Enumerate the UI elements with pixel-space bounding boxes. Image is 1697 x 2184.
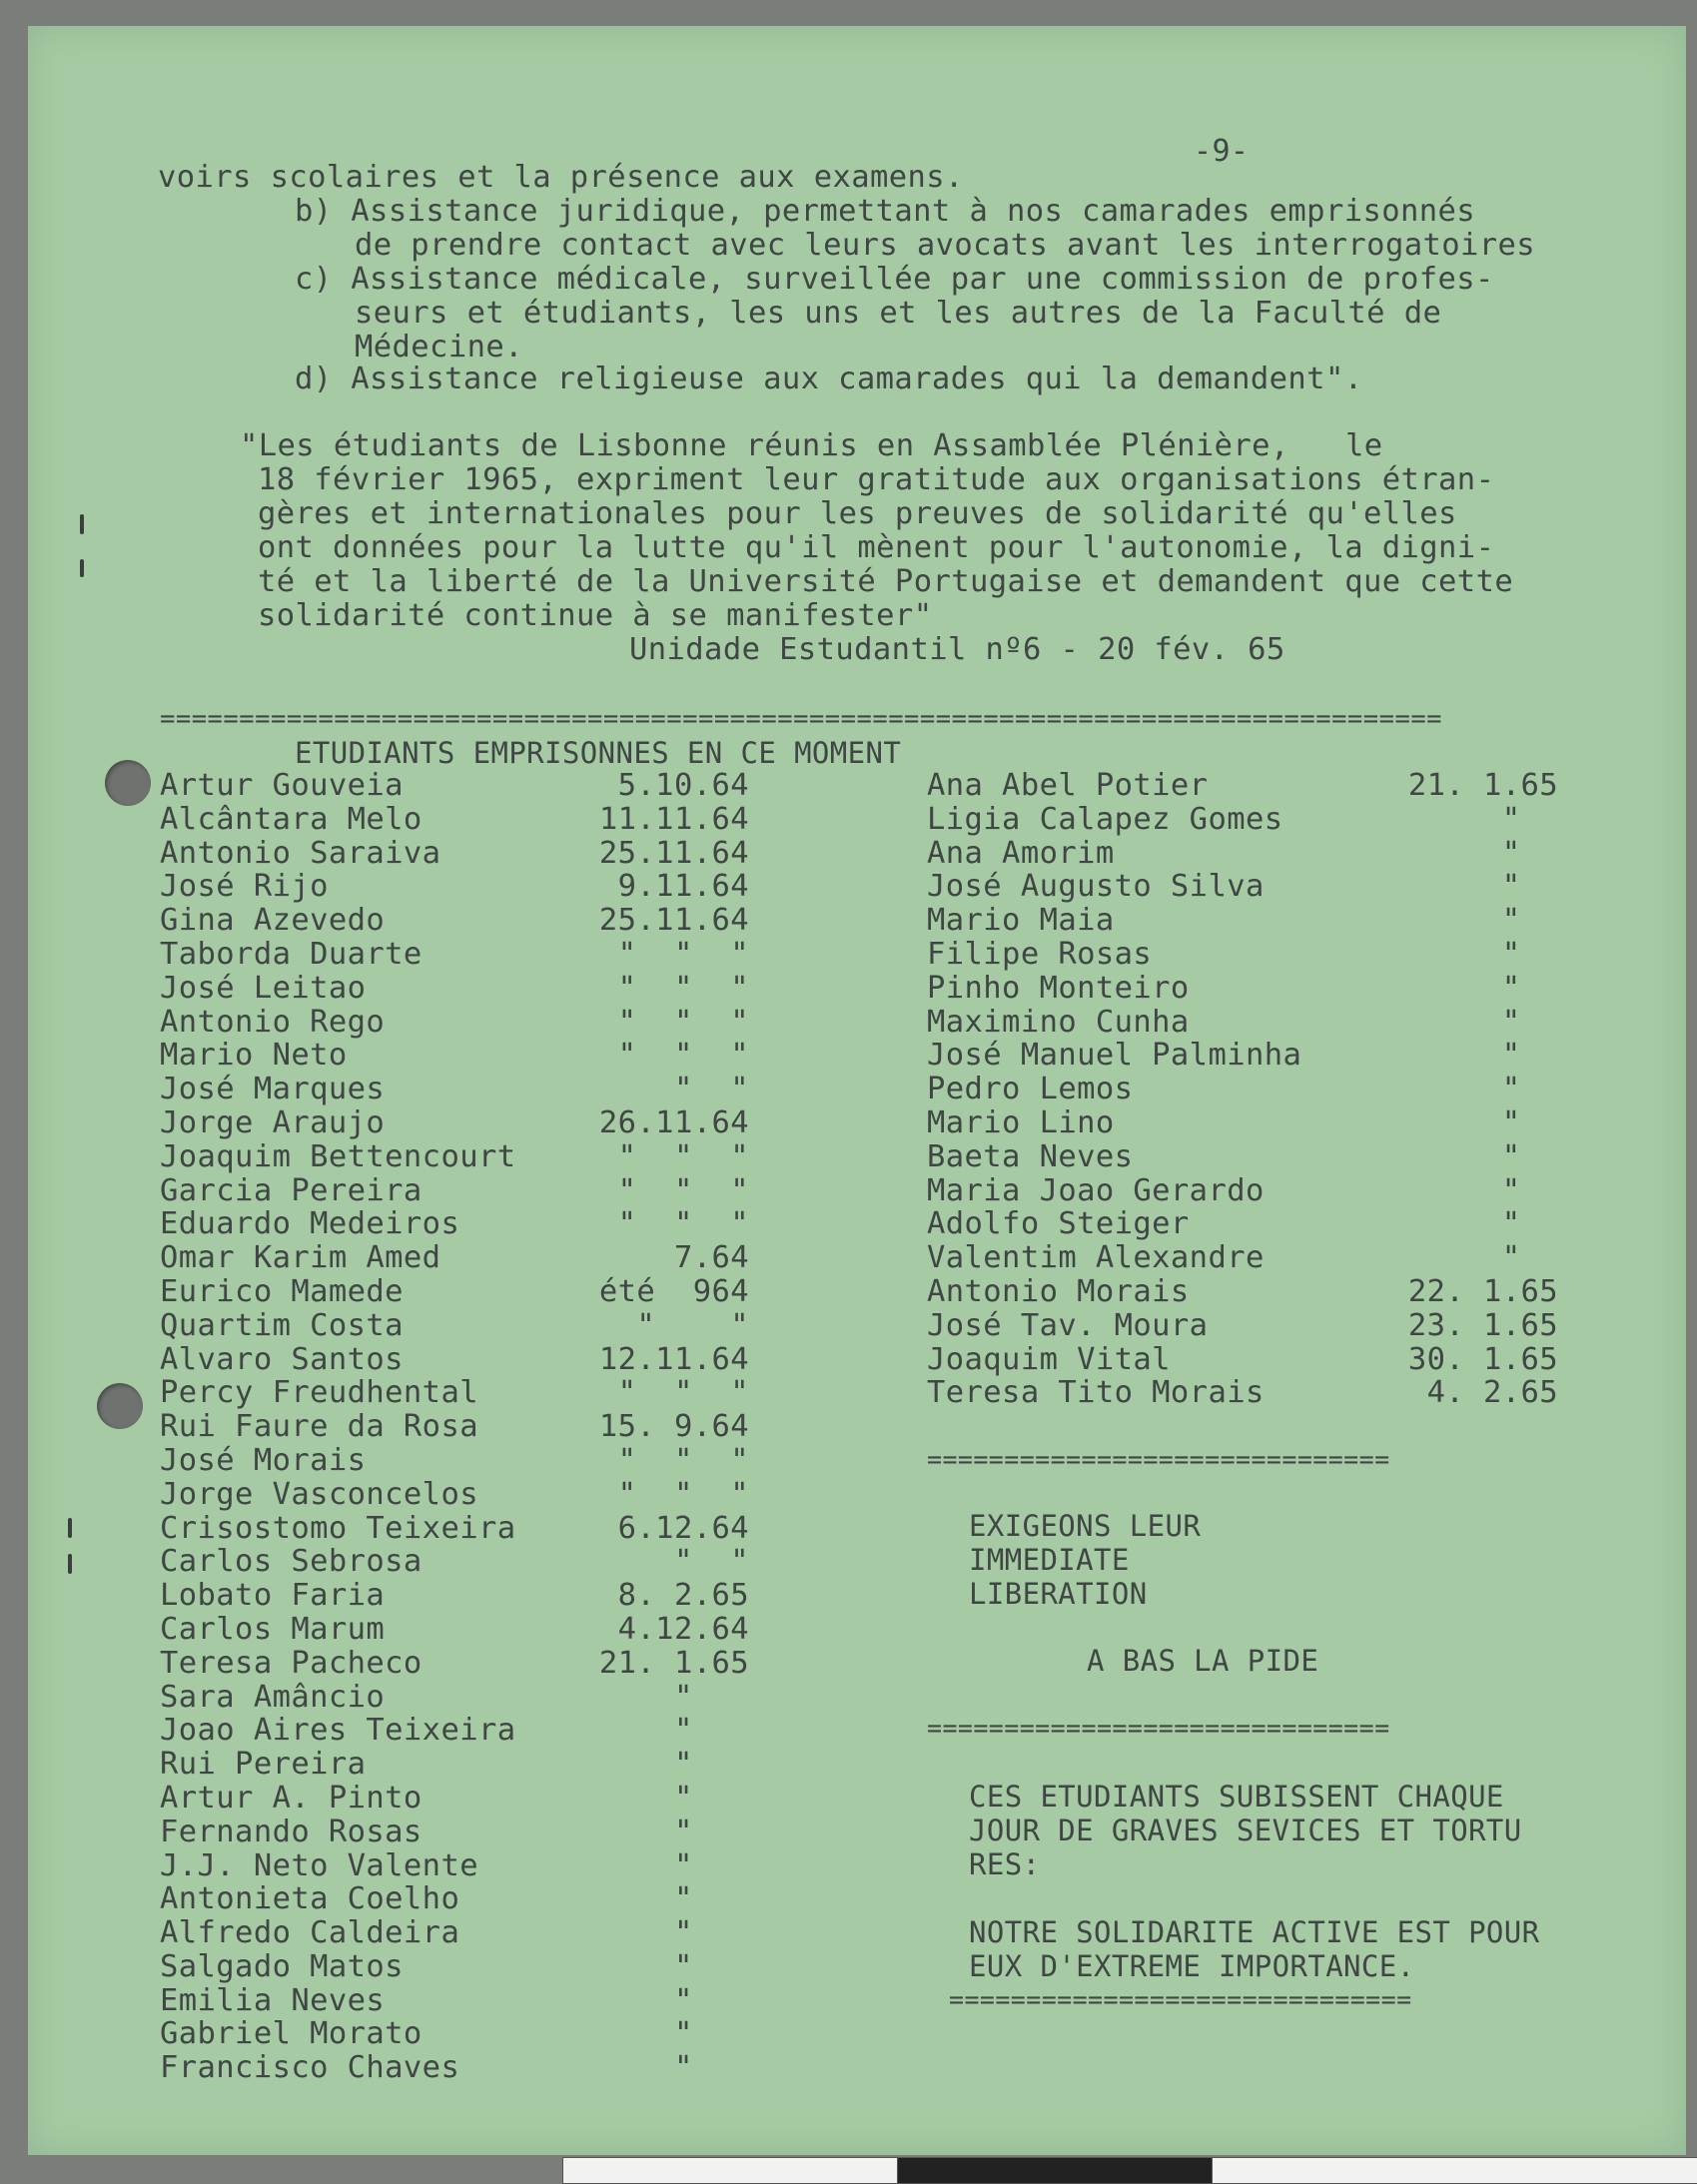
prisoner-name: Maximino Cunha xyxy=(927,1004,1190,1040)
punch-hole-top xyxy=(105,760,151,806)
prisoner-row xyxy=(927,1039,1566,1073)
prisoner-name: Quartim Costa xyxy=(160,1307,404,1343)
intro-item-b-cont: de prendre contact avec leurs avocats avant les interrogatoires xyxy=(355,228,1536,263)
quote-line: solidarité continue à se manifester" xyxy=(258,598,933,633)
prisoner-name: Sara Amâncio xyxy=(160,1679,386,1715)
prisoner-name: Omar Karim Amed xyxy=(160,1240,441,1276)
arrest-date: 9.11.64 xyxy=(617,869,749,905)
prisoner-name: Emilia Neves xyxy=(160,1982,386,2018)
scale-ruler xyxy=(1212,2157,1697,2184)
prisoner-name: Taborda Duarte xyxy=(160,936,423,972)
prisoner-row xyxy=(927,1006,1566,1040)
prisoner-row xyxy=(927,1309,1566,1343)
prisoner-name: Mario Neto xyxy=(160,1038,348,1074)
prisoner-row xyxy=(160,1376,779,1410)
prisoner-row xyxy=(160,904,779,938)
arrest-date: " xyxy=(673,2050,749,2086)
arrest-date: " xyxy=(1501,869,1558,905)
left-prisoner-list xyxy=(160,769,779,2085)
prisoner-name: Teresa Tito Morais xyxy=(927,1375,1265,1411)
intro-item-c-cont: seurs et étudiants, les uns et les autres de la Faculté de xyxy=(355,296,1442,331)
prisoner-row xyxy=(160,1006,779,1040)
prisoner-name: Salgado Matos xyxy=(160,1948,404,1984)
prisoner-row xyxy=(160,1444,779,1478)
prisoner-row xyxy=(160,1816,779,1849)
prisoner-row xyxy=(160,870,779,904)
prisoner-name: Adolfo Steiger xyxy=(927,1206,1190,1242)
prisoner-row xyxy=(927,972,1566,1006)
prisoner-row xyxy=(160,1309,779,1343)
arrest-date: " xyxy=(673,2016,749,2052)
arrest-date: 4.12.64 xyxy=(617,1611,749,1647)
arrest-date: " " " xyxy=(617,1172,749,1208)
prisoner-row xyxy=(160,1410,779,1444)
intro-item-c: c) Assistance médicale, surveillée par une commission de profes- xyxy=(295,262,1494,297)
arrest-date: 12.11.64 xyxy=(598,1341,749,1377)
prisoner-row xyxy=(160,803,779,837)
notice-line: JOUR DE GRAVES SEVICES ET TORTU xyxy=(969,1814,1522,1847)
arrest-date: " " xyxy=(673,1544,749,1580)
arrest-date: " " " xyxy=(617,936,749,972)
arrest-date: " xyxy=(1501,1104,1558,1140)
intro-item-c-cont: Médecine. xyxy=(355,330,523,364)
prisoner-row xyxy=(927,1207,1566,1241)
appeal-line: IMMEDIATE xyxy=(969,1543,1130,1577)
prisoner-name: José Rijo xyxy=(160,869,329,905)
prisoner-name: Pedro Lemos xyxy=(927,1072,1134,1107)
prisoner-row xyxy=(927,904,1566,938)
arrest-date: 5.10.64 xyxy=(617,768,749,803)
arrest-date: 7.64 xyxy=(673,1240,749,1276)
prisoner-row xyxy=(160,1207,779,1241)
prisoner-row xyxy=(160,1681,779,1715)
quote-line: ont données pour la lutte qu'il mènent pour l'autonomie, la digni- xyxy=(258,530,1495,565)
arrest-date: " xyxy=(673,1915,749,1951)
arrest-date: " xyxy=(673,1881,749,1917)
arrest-date: " " " xyxy=(617,1138,749,1174)
arrest-date: 26.11.64 xyxy=(598,1104,749,1140)
arrest-date: " xyxy=(1501,835,1558,871)
prisoner-name: Crisostomo Teixeira xyxy=(160,1510,516,1546)
right-divider: ============================== xyxy=(927,1445,1390,1474)
prisoner-name: José Leitao xyxy=(160,970,367,1006)
prisoner-row xyxy=(160,1714,779,1748)
prisoner-name: Gabriel Morato xyxy=(160,2016,423,2052)
page-number: -9- xyxy=(1194,134,1250,169)
intro-item-b: b) Assistance juridique, permettant à nos camarades emprisonnés xyxy=(295,194,1476,229)
prisoner-row xyxy=(927,1106,1566,1140)
prisoner-row xyxy=(160,769,779,803)
list-heading: ETUDIANTS EMPRISONNES EN CE MOMENT xyxy=(295,736,902,770)
prisoner-row xyxy=(160,1343,779,1377)
arrest-date: 4. 2.65 xyxy=(1426,1375,1558,1411)
arrest-date: " xyxy=(1501,1038,1558,1074)
prisoner-name: J.J. Neto Valente xyxy=(160,1847,478,1883)
intro-line: voirs scolaires et la présence aux examens. xyxy=(158,160,964,195)
prisoner-row xyxy=(160,1512,779,1546)
prisoner-row xyxy=(160,1579,779,1613)
prisoner-name: Artur Gouveia xyxy=(160,768,404,803)
arrest-date: 30. 1.65 xyxy=(1407,1341,1558,1377)
prisoner-name: Rui Pereira xyxy=(160,1747,367,1783)
quote-source: Unidade Estudantil nº6 - 20 fév. 65 xyxy=(629,632,1285,667)
arrest-date: " xyxy=(673,1847,749,1883)
intro-item-d: d) Assistance religieuse aux camarades qui la demandent". xyxy=(295,362,1363,396)
arrest-date: " " " xyxy=(617,1375,749,1411)
arrest-date: " " " xyxy=(617,970,749,1006)
prisoner-row xyxy=(160,1916,779,1950)
notice-line: NOTRE SOLIDARITE ACTIVE EST POUR xyxy=(969,1915,1540,1949)
quote-line: "Les étudiants de Lisbonne réunis en Assamblée Plénière, le xyxy=(240,428,1383,463)
arrest-date: 25.11.64 xyxy=(598,903,749,939)
scale-ruler xyxy=(897,2157,1214,2184)
prisoner-name: Percy Freudhental xyxy=(160,1375,478,1411)
arrest-date: " xyxy=(673,1713,749,1749)
prisoner-row xyxy=(160,1782,779,1816)
prisoner-row xyxy=(927,1241,1566,1275)
arrest-date: été 964 xyxy=(598,1273,749,1309)
prisoner-name: Pinho Monteiro xyxy=(927,970,1190,1006)
prisoner-row xyxy=(160,2017,779,2051)
prisoner-name: Antonio Morais xyxy=(927,1273,1190,1309)
prisoner-row xyxy=(160,1241,779,1275)
arrest-date: 11.11.64 xyxy=(598,801,749,837)
prisoner-row xyxy=(160,1984,779,2018)
arrest-date: " xyxy=(1501,936,1558,972)
slogan: A BAS LA PIDE xyxy=(1087,1644,1319,1678)
prisoner-row xyxy=(927,803,1566,837)
arrest-date: " " " xyxy=(617,1038,749,1074)
section-divider: ================================================================================= xyxy=(160,704,1443,734)
arrest-date: 25.11.64 xyxy=(598,835,749,871)
right-divider: ============================== xyxy=(927,1714,1390,1743)
arrest-date: " xyxy=(1501,1072,1558,1107)
prisoner-row xyxy=(927,1140,1566,1174)
notice-line: CES ETUDIANTS SUBISSENT CHAQUE xyxy=(969,1780,1504,1814)
arrest-date: " xyxy=(673,1780,749,1816)
margin-mark xyxy=(80,559,84,577)
arrest-date: " xyxy=(1501,1172,1558,1208)
arrest-date: " xyxy=(673,1982,749,2018)
prisoner-name: Jorge Araujo xyxy=(160,1104,386,1140)
prisoner-row xyxy=(927,769,1566,803)
prisoner-name: Rui Faure da Rosa xyxy=(160,1409,478,1445)
arrest-date: " xyxy=(673,1747,749,1783)
quote-line: 18 février 1965, expriment leur gratitude aux organisations étran- xyxy=(258,462,1495,497)
notice-line: RES: xyxy=(969,1847,1041,1881)
prisoner-name: Baeta Neves xyxy=(927,1138,1134,1174)
prisoner-name: Antonieta Coelho xyxy=(160,1881,460,1917)
prisoner-row xyxy=(160,1039,779,1073)
arrest-date: " xyxy=(1501,1138,1558,1174)
arrest-date: " " " xyxy=(617,1206,749,1242)
prisoner-row xyxy=(160,2051,779,2085)
arrest-date: 6.12.64 xyxy=(617,1510,749,1546)
prisoner-name: Fernando Rosas xyxy=(160,1814,423,1849)
prisoner-row xyxy=(927,1343,1566,1377)
prisoner-name: José Morais xyxy=(160,1442,367,1478)
prisoner-row xyxy=(160,1950,779,1984)
prisoner-name: José Marques xyxy=(160,1072,386,1107)
arrest-date: " " " xyxy=(617,1004,749,1040)
prisoner-row xyxy=(160,1849,779,1883)
prisoner-row xyxy=(927,870,1566,904)
prisoner-row xyxy=(160,938,779,972)
prisoner-name: Alvaro Santos xyxy=(160,1341,404,1377)
quote-line: té et la liberté de la Université Portugaise et demandent que cette xyxy=(258,564,1514,599)
appeal-line: EXIGEONS LEUR xyxy=(969,1509,1202,1543)
prisoner-row xyxy=(160,1647,779,1681)
arrest-date: " xyxy=(1501,1004,1558,1040)
prisoner-row xyxy=(160,1174,779,1208)
arrest-date: 8. 2.65 xyxy=(617,1578,749,1614)
prisoner-name: José Manuel Palminha xyxy=(927,1038,1302,1074)
prisoner-name: Ana Amorim xyxy=(927,835,1115,871)
prisoner-row xyxy=(160,1748,779,1782)
prisoner-row xyxy=(160,972,779,1006)
prisoner-row xyxy=(927,837,1566,871)
right-prisoner-list xyxy=(927,769,1566,1410)
arrest-date: 22. 1.65 xyxy=(1407,1273,1558,1309)
arrest-date: " xyxy=(1501,1240,1558,1276)
arrest-date: 15. 9.64 xyxy=(598,1409,749,1445)
prisoner-name: Eduardo Medeiros xyxy=(160,1206,460,1242)
prisoner-row xyxy=(927,938,1566,972)
scale-ruler xyxy=(562,2157,899,2184)
punch-hole-bottom xyxy=(97,1383,143,1429)
prisoner-row xyxy=(927,1376,1566,1410)
prisoner-row xyxy=(160,1275,779,1309)
arrest-date: " " xyxy=(673,1072,749,1107)
prisoner-name: Valentim Alexandre xyxy=(927,1240,1265,1276)
prisoner-row xyxy=(160,1613,779,1647)
arrest-date: " xyxy=(673,1679,749,1715)
prisoner-name: Eurico Mamede xyxy=(160,1273,404,1309)
prisoner-name: Ana Abel Potier xyxy=(927,768,1209,803)
prisoner-row xyxy=(160,1478,779,1512)
quote-line: gères et internationales pour les preuves de solidarité qu'elles xyxy=(258,496,1457,531)
prisoner-name: Antonio Rego xyxy=(160,1004,386,1040)
prisoner-name: José Augusto Silva xyxy=(927,869,1265,905)
arrest-date: " " " xyxy=(617,1442,749,1478)
margin-mark xyxy=(80,514,84,534)
prisoner-name: José Tav. Moura xyxy=(927,1307,1209,1343)
prisoner-name: Antonio Saraiva xyxy=(160,835,441,871)
prisoner-name: Maria Joao Gerardo xyxy=(927,1172,1265,1208)
prisoner-row xyxy=(160,1106,779,1140)
margin-mark xyxy=(68,1554,72,1574)
prisoner-name: Francisco Chaves xyxy=(160,2050,460,2086)
prisoner-name: Lobato Faria xyxy=(160,1578,386,1614)
prisoner-name: Gina Azevedo xyxy=(160,903,386,939)
prisoner-name: Joaquim Bettencourt xyxy=(160,1138,516,1174)
margin-mark xyxy=(68,1518,72,1538)
prisoner-name: Ligia Calapez Gomes xyxy=(927,801,1283,837)
prisoner-name: Carlos Marum xyxy=(160,1611,386,1647)
prisoner-name: Carlos Sebrosa xyxy=(160,1544,423,1580)
arrest-date: " xyxy=(673,1814,749,1849)
arrest-date: " xyxy=(1501,903,1558,939)
arrest-date: " xyxy=(1501,970,1558,1006)
prisoner-row xyxy=(160,1882,779,1916)
prisoner-row xyxy=(160,1545,779,1579)
prisoner-row xyxy=(160,1073,779,1106)
prisoner-row xyxy=(927,1073,1566,1106)
prisoner-name: Joaquim Vital xyxy=(927,1341,1171,1377)
prisoner-name: Artur A. Pinto xyxy=(160,1780,423,1816)
prisoner-name: Teresa Pacheco xyxy=(160,1645,423,1681)
arrest-date: " xyxy=(673,1948,749,1984)
arrest-date: " " xyxy=(636,1307,749,1343)
notice-line: EUX D'EXTREME IMPORTANCE. xyxy=(969,1949,1415,1983)
arrest-date: 21. 1.65 xyxy=(598,1645,749,1681)
prisoner-name: Alfredo Caldeira xyxy=(160,1915,460,1951)
prisoner-name: Filipe Rosas xyxy=(927,936,1153,972)
arrest-date: " xyxy=(1501,801,1558,837)
prisoner-name: Jorge Vasconcelos xyxy=(160,1476,478,1512)
prisoner-name: Joao Aires Teixeira xyxy=(160,1713,516,1749)
prisoner-row xyxy=(927,1275,1566,1309)
arrest-date: 21. 1.65 xyxy=(1407,768,1558,803)
prisoner-name: Mario Maia xyxy=(927,903,1115,939)
arrest-date: " " " xyxy=(617,1476,749,1512)
prisoner-name: Garcia Pereira xyxy=(160,1172,423,1208)
right-divider: ============================== xyxy=(949,1985,1412,2014)
prisoner-name: Alcântara Melo xyxy=(160,801,423,837)
prisoner-row xyxy=(160,837,779,871)
appeal-line: LIBERATION xyxy=(969,1577,1148,1611)
arrest-date: 23. 1.65 xyxy=(1407,1307,1558,1343)
prisoner-name: Mario Lino xyxy=(927,1104,1115,1140)
prisoner-row xyxy=(927,1174,1566,1208)
prisoner-row xyxy=(160,1140,779,1174)
arrest-date: " xyxy=(1501,1206,1558,1242)
